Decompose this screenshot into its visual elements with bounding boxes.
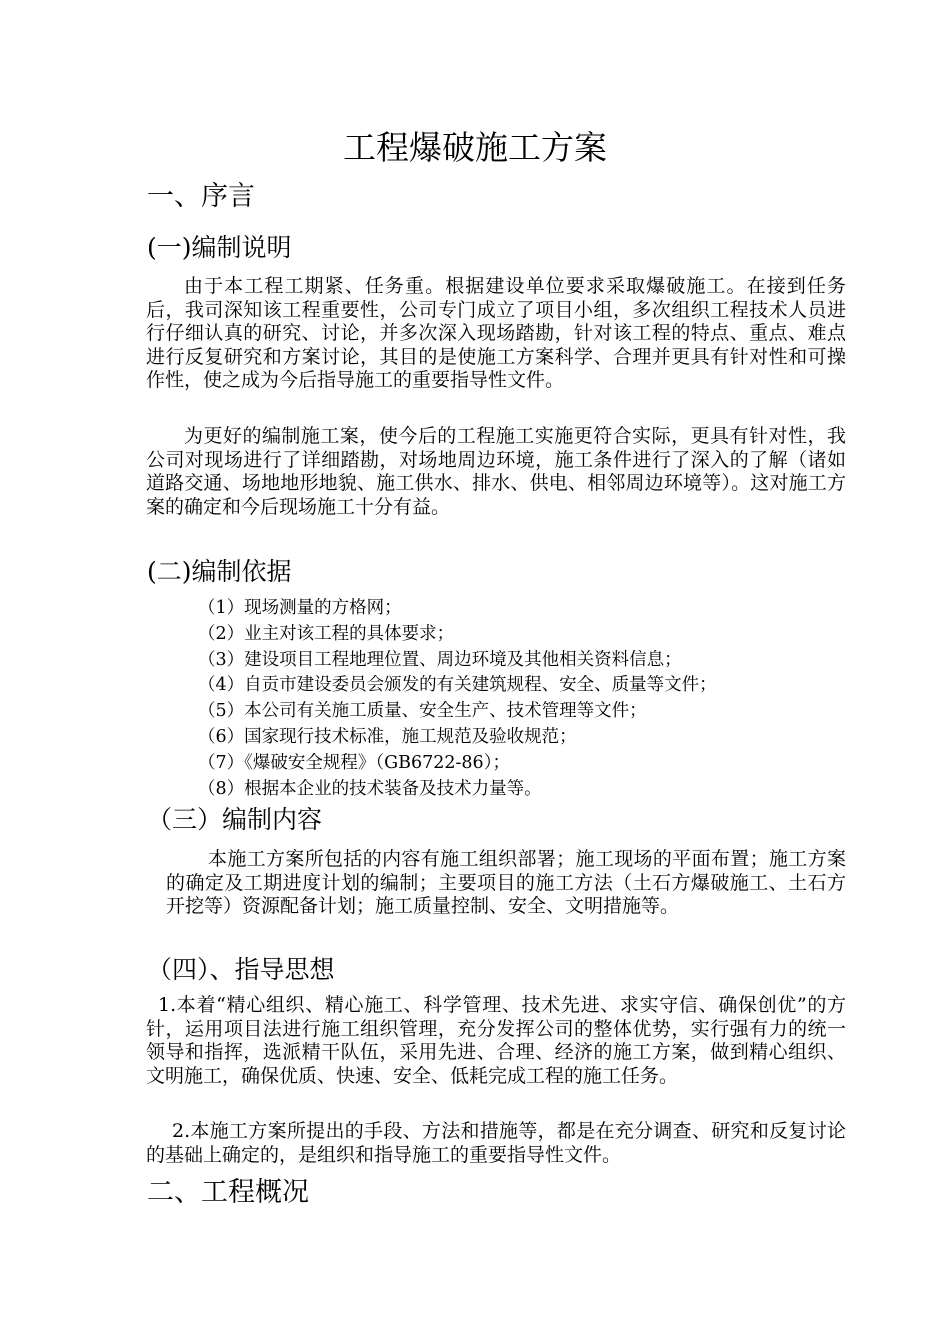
basis-list [198,596,717,802]
subheading-guiding-ideology: （四）、指导思想 [147,955,335,984]
list-item: （7）《爆破安全规程》（GB6722-86）； [198,752,510,773]
list-item: （6）国家现行技术标准，施工规范及验收规范； [198,726,577,747]
section-heading-project-overview: 二、工程概况 [147,1177,309,1208]
list-item: （1）现场测量的方格网； [198,598,402,618]
paragraph-ideology-1: 1.本着“精心组织、精心施工、科学管理、技术先进、求实守信、确保创优”的方针，运用项目法进行施工组织管理，充分发挥公司的整体优势，实行强有力的统一领导和指挥，选派精干队伍，采用先进、合理、经济的施工方案，做到精心组织、文明施工，确保优质、快速、安全、低耗完成工程的施工任务。 [146,994,846,1087]
document-title: 工程爆破施工方案 [343,128,607,167]
subheading-compilation-content: （三）编制内容 [147,805,323,834]
list-item: （2）业主对该工程的具体要求； [198,623,455,644]
subheading-compilation-basis: (二)编制依据 [147,557,292,586]
paragraph-notes-1: 由于本工程工期紧、任务重。根据建设单位要求采取爆破施工。在接到任务后，我司深知该工程重要性，公司专门成立了项目小组，多次组织工程技术人员进行仔细认真的研究、讨论，并多次深入现场踏勘，针对该工程的特点、重点、难点进行反复研究和方案讨论，其目的是使施工方案科学、合理并更具有针对性和可操作性，使之成为今后指导施工的重要指导性文件。 [146,275,846,392]
paragraph-ideology-2: 2.本施工方案所提出的手段、方法和措施等，都是在充分调查、研究和反复讨论的基础上确定的，是组织和指导施工的重要指导性文件。 [146,1120,846,1166]
paragraph-notes-2: 为更好的编制施工案，使今后的工程施工实施更符合实际，更具有针对性，我公司对现场进行了详细踏勘，对场地周边环境，施工条件进行了深入的了解（诸如道路交通、场地地形地貌、施工供水、排水、供电、相邻周边环境等）。这对施工方案的确定和今后现场施工十分有益。 [146,425,846,518]
paragraph-content: 本施工方案所包括的内容有施工组织部署；施工现场的平面布置；施工方案的确定及工期进度计划的编制；主要项目的施工方法（土石方爆破施工、土石方开挖等）资源配备计划；施工质量控制、安全、文明措施等。 [166,848,846,918]
list-item: （8）根据本企业的技术装备及技术力量等。 [198,778,542,799]
subheading-compilation-notes: (一)编制说明 [147,233,292,262]
list-item: （3）建设项目工程地理位置、周边环境及其他相关资料信息； [198,649,682,670]
list-item: （4）自贡市建设委员会颁发的有关建筑规程、安全、质量等文件； [198,675,717,696]
list-item: （5）本公司有关施工质量、安全生产、技术管理等文件； [198,701,647,722]
section-heading-preface: 一、序言 [147,181,255,212]
